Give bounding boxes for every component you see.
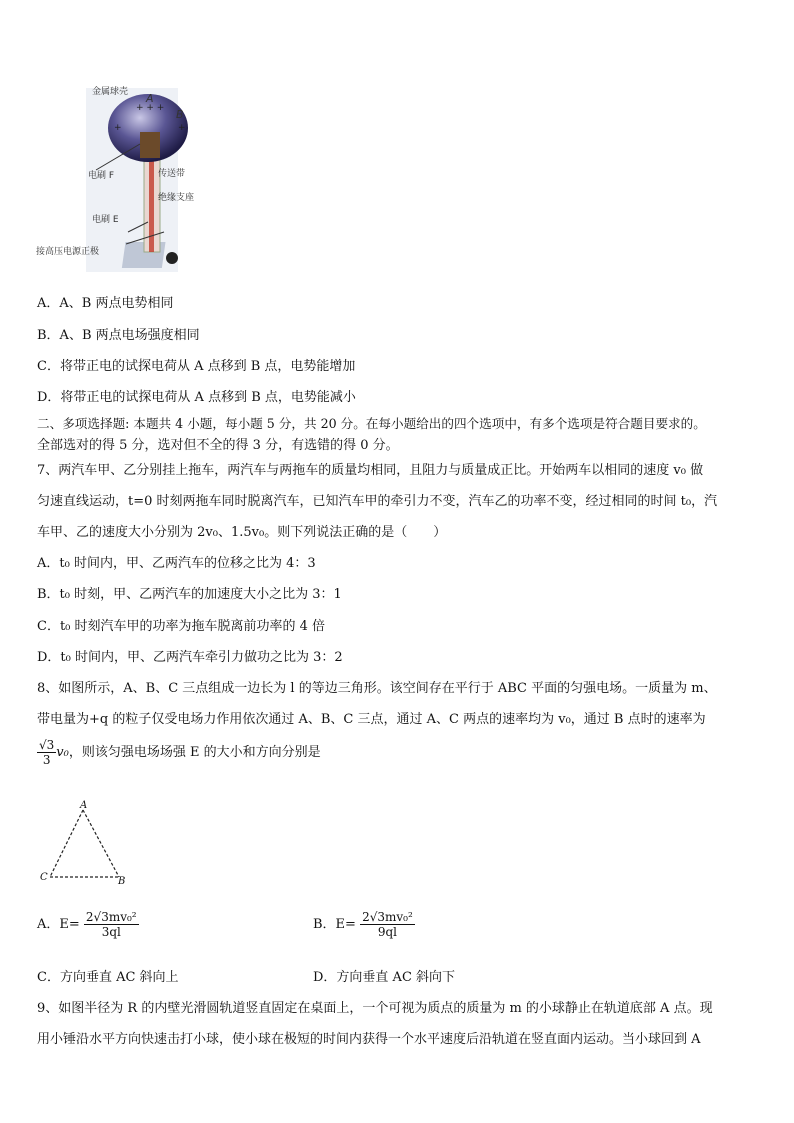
section2-line1: 二、多项选择题: 本题共 4 小题，每小题 5 分，共 20 分。在每小题给出的四个选项中，有多个选项是符合题目要求的。	[37, 416, 706, 431]
q7-option-d: D．t₀ 时间内，甲、乙两汽车牵引力做功之比为 3：2	[37, 650, 343, 665]
speed-fraction-numerator: √3	[39, 738, 55, 752]
q7-option-a: A．t₀ 时间内，甲、乙两汽车的位移之比为 4：3	[37, 556, 316, 571]
side-ac	[50, 810, 83, 877]
base-knob	[166, 252, 178, 264]
q8-option-b	[313, 910, 415, 939]
q6-option-d: D．将带正电的试探电荷从 A 点移到 B 点，电势能减小	[37, 390, 356, 405]
speed-variable: v₀	[56, 745, 69, 760]
label-brush-f: 电刷 F	[88, 171, 115, 181]
section2-line2: 全部选对的得 5 分，选对但不全的得 3 分，有选错的得 0 分。	[37, 438, 399, 453]
q7-stem-line2: 匀速直线运动，t=0 时刻两拖车同时脱离汽车，已知汽车甲的牵引力不变，汽车乙的功率不变，经过相同的时间 t₀，汽	[37, 494, 718, 509]
q8-option-b-fraction	[360, 910, 415, 939]
q8-option-a	[37, 910, 139, 939]
vertex-a-label: A	[80, 800, 88, 811]
q8-stem-line2: 带电量为+q 的粒子仅受电场力作用依次通过 A、B、C 三点，通过 A、C 两点的速率均为 v₀，通过 B 点时的速率为	[37, 712, 706, 727]
q8-option-a-numerator: 2√3mv₀²	[85, 910, 137, 924]
speed-fraction-denominator: 3	[42, 753, 51, 767]
label-brush-e: 电刷 E	[92, 215, 119, 225]
svg-text:+: +	[178, 123, 186, 133]
q8-option-b-denominator: 9ql	[377, 925, 397, 939]
label-belt: 传送带	[158, 169, 186, 179]
svg-text:+: +	[114, 123, 122, 133]
q7-option-c: C．t₀ 时刻汽车甲的功率为拖车脱离前功率的 4 倍	[37, 619, 326, 634]
q9-stem-line2: 用小锤沿水平方向快速击打小球，使小球在极短的时间内获得一个水平速度后沿轨道在竖直面内运动。当小球回到 A	[37, 1032, 701, 1047]
side-ab	[83, 810, 119, 877]
q8-option-b-numerator: 2√3mv₀²	[362, 910, 413, 924]
van-de-graaff-figure	[36, 82, 206, 274]
q8-option-c: C．方向垂直 AC 斜向上	[37, 970, 179, 985]
q8-stem-line3	[37, 738, 321, 767]
q6-option-c: C．将带正电的试探电荷从 A 点移到 B 点，电势能增加	[37, 359, 356, 374]
q8-option-d: D．方向垂直 AC 斜向下	[313, 970, 456, 985]
label-point-b: B	[176, 108, 184, 121]
label-point-a: A	[146, 92, 154, 105]
sphere-opening	[140, 132, 160, 158]
q9-stem-line1: 9、如图半径为 R 的内壁光滑圆轨道竖直固定在桌面上，一个可视为质点的质量为 m 的小球静止在轨道底部 A 点。现	[37, 1001, 713, 1016]
vertex-c-label: C	[40, 872, 48, 883]
label-hv-positive: 接高压电源正极	[36, 247, 100, 257]
label-insulating-stand: 绝缘支座	[158, 193, 195, 203]
q7-option-b: B．t₀ 时刻，甲、乙两汽车的加速度大小之比为 3：1	[37, 587, 342, 602]
q7-stem-line3: 车甲、乙的速度大小分别为 2v₀、1.5v₀。则下列说法正确的是（ ）	[37, 525, 447, 540]
q8-option-b-prefix: B．E=	[313, 917, 356, 932]
q8-option-a-fraction	[84, 910, 139, 939]
q8-option-a-prefix: A．E=	[37, 917, 80, 932]
q8-stem-line3-text: ，则该匀强电场场强 E 的大小和方向分别是	[68, 745, 321, 760]
vertex-b-label: B	[118, 876, 126, 887]
speed-fraction	[37, 738, 56, 767]
q6-option-b: B．A、B 两点电场强度相同	[37, 328, 200, 343]
triangle-figure	[36, 800, 136, 890]
svg-text:+ + +: + + +	[136, 103, 165, 113]
q8-stem-line1: 8、如图所示，A、B、C 三点组成一边长为 l 的等边三角形。该空间存在平行于 ABC 平面的匀强电场。一质量为 m、	[37, 681, 717, 696]
q6-option-a: A．A、B 两点电势相同	[37, 296, 174, 311]
label-metal-shell: 金属球壳	[92, 87, 129, 97]
q8-option-a-denominator: 3ql	[101, 925, 121, 939]
q7-stem-line1: 7、两汽车甲、乙分别挂上拖车，两汽车与两拖车的质量均相同，且阻力与质量成正比。开始两车以相同的速度 v₀ 做	[37, 463, 704, 478]
